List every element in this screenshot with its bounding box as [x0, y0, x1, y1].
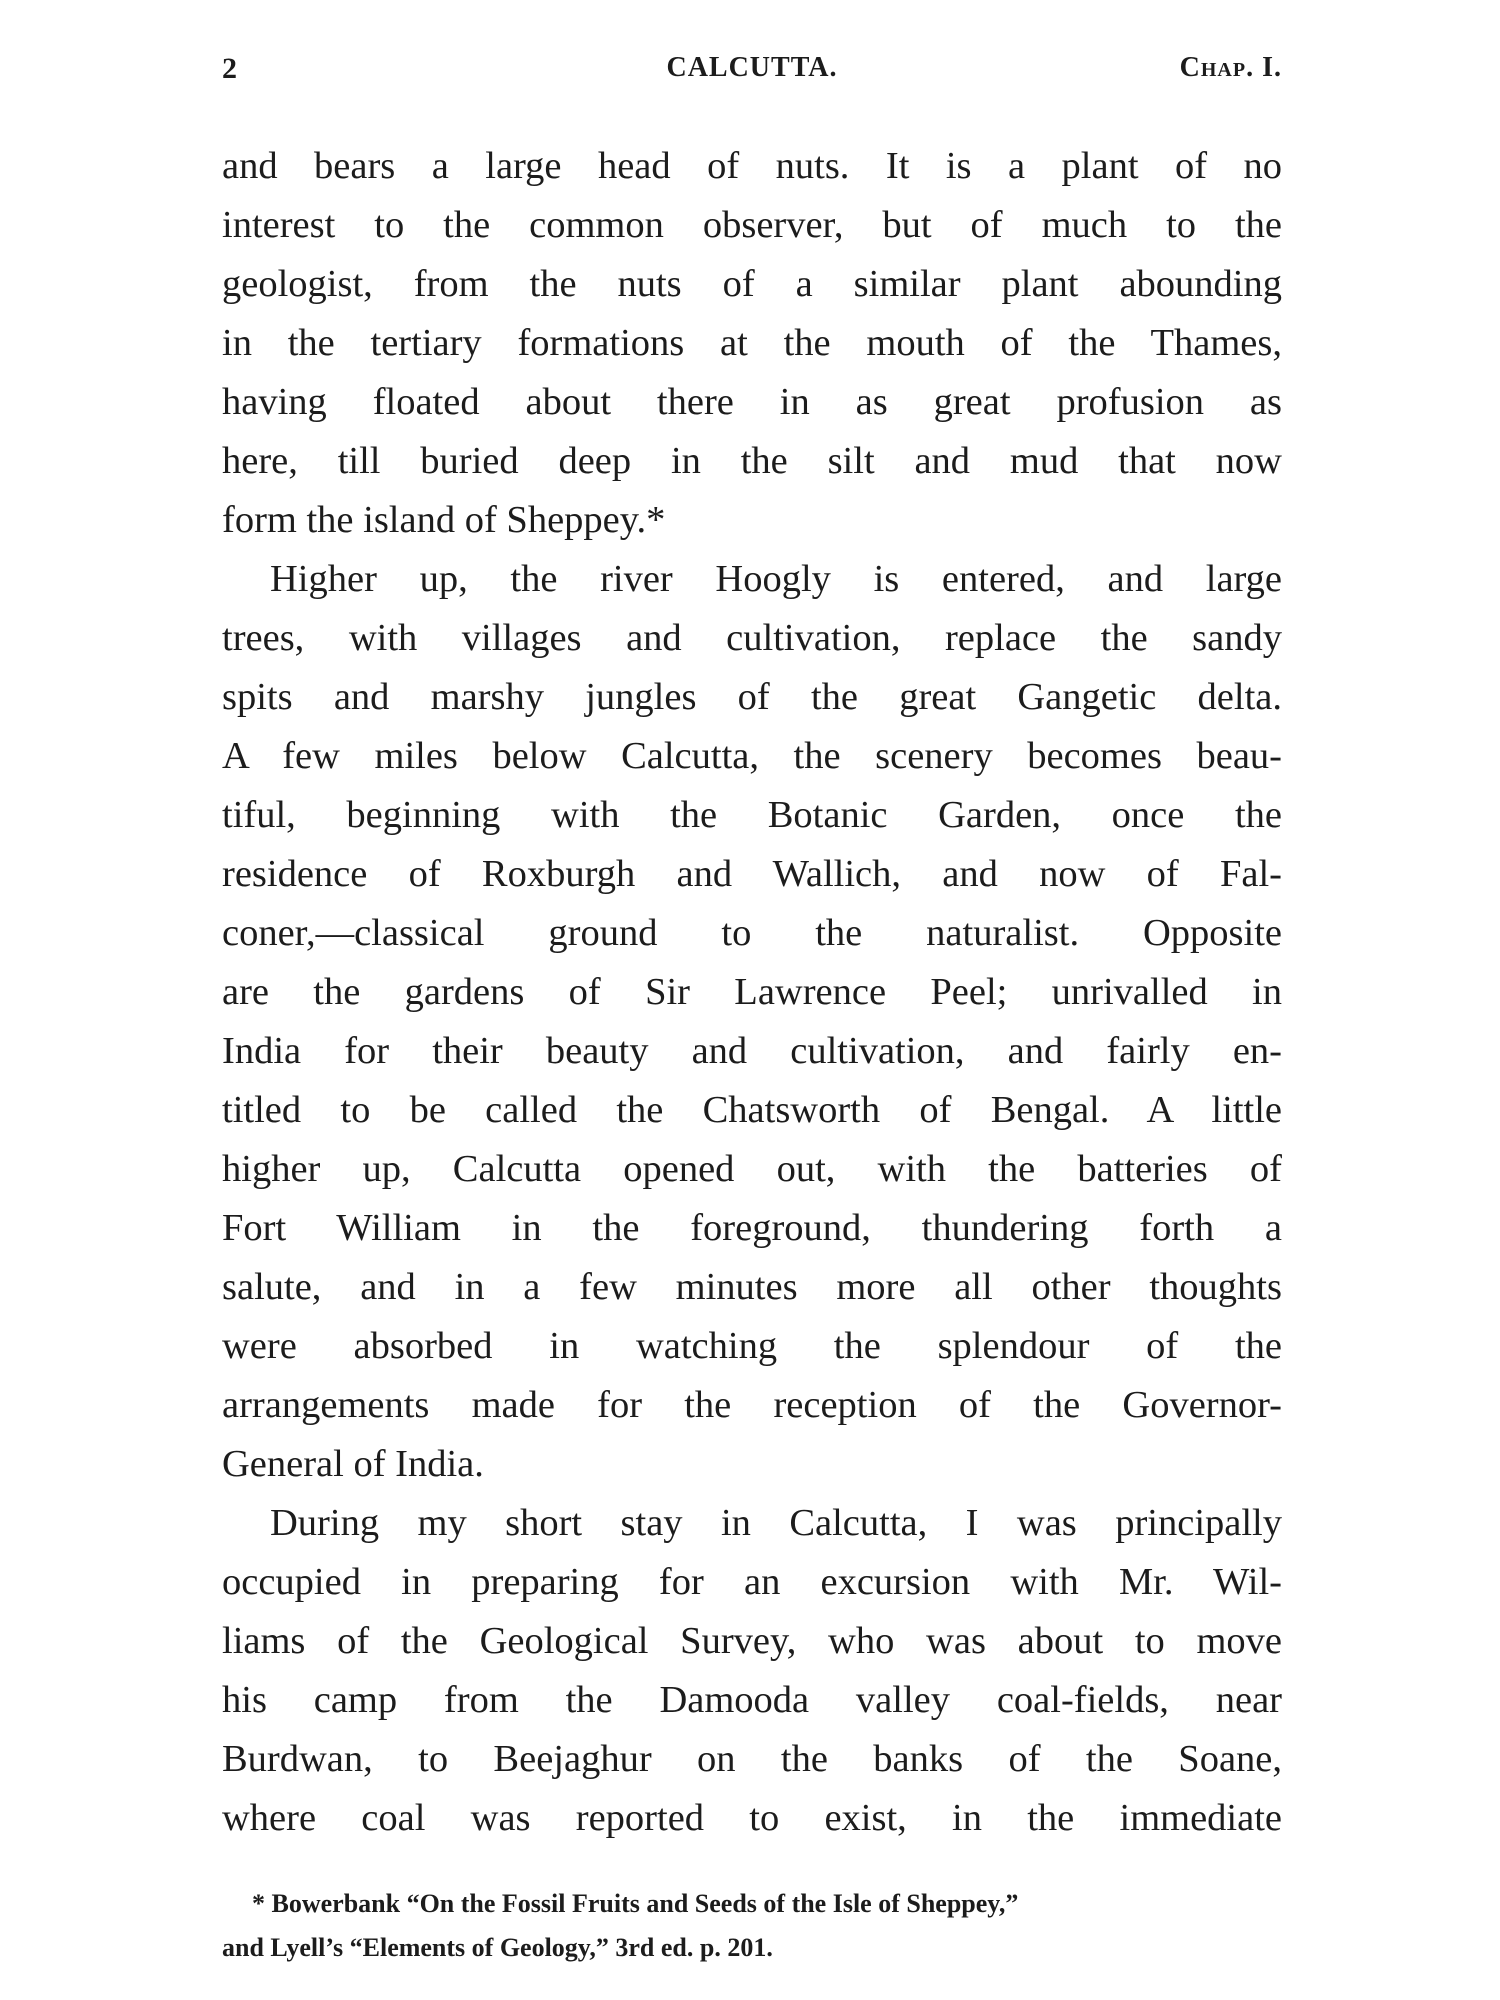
text-line: During my short stay in Calcutta, I was principally — [270, 1502, 1282, 1544]
text-line: A few miles below Calcutta, the scenery becomes beau- — [222, 735, 1282, 777]
text-line: are the gardens of Sir Lawrence Peel; unrivalled in — [222, 971, 1282, 1013]
text-line: India for their beauty and cultivation, and fairly en- — [222, 1030, 1282, 1072]
text-line: residence of Roxburgh and Wallich, and now of Fal- — [222, 853, 1282, 895]
text-line: interest to the common observer, but of much to the — [222, 204, 1282, 246]
running-title: CALCUTTA. — [666, 52, 838, 83]
text-line: trees, with villages and cultivation, replace the sandy — [222, 617, 1282, 659]
text-line: Fort William in the foreground, thundering forth a — [222, 1207, 1282, 1249]
paragraph-3 — [222, 1494, 1282, 1848]
text-line: spits and marshy jungles of the great Gangetic delta. — [222, 676, 1282, 718]
text-line: and bears a large head of nuts. It is a plant of no — [222, 145, 1282, 187]
text-line: Burdwan, to Beejaghur on the banks of the Soane, — [222, 1738, 1282, 1780]
text-line: arrangements made for the reception of the Governor- — [222, 1384, 1282, 1426]
text-line: titled to be called the Chatsworth of Bengal. A little — [222, 1089, 1282, 1131]
text-line: here, till buried deep in the silt and mud that now — [222, 440, 1282, 482]
paragraph-2 — [222, 550, 1282, 1494]
text-line: form the island of Sheppey.* — [222, 499, 666, 541]
footnote-line: and Lyell’s “Elements of Geology,” 3rd ed. p. 201. — [222, 1933, 773, 1962]
body-text — [222, 137, 1282, 1848]
text-line: having floated about there in as great profusion as — [222, 381, 1282, 423]
text-line: higher up, Calcutta opened out, with the batteries of — [222, 1148, 1282, 1190]
text-line: tiful, beginning with the Botanic Garden, once the — [222, 794, 1282, 836]
text-line: liams of the Geological Survey, who was about to move — [222, 1620, 1282, 1662]
text-line: coner,—classical ground to the naturalist. Opposite — [222, 912, 1282, 954]
paragraph-1 — [222, 137, 1282, 550]
footnote-line: * Bowerbank “On the Fossil Fruits and Seeds of the Isle of Sheppey,” — [252, 1889, 1019, 1918]
text-line: in the tertiary formations at the mouth of the Thames, — [222, 322, 1282, 364]
footnote — [222, 1882, 1282, 1970]
text-line: where coal was reported to exist, in the immediate — [222, 1797, 1282, 1839]
text-line: occupied in preparing for an excursion with Mr. Wil- — [222, 1561, 1282, 1603]
text-line: his camp from the Damooda valley coal-fields, near — [222, 1679, 1282, 1721]
running-header — [222, 52, 1282, 92]
chapter-label: Chap. I. — [1179, 52, 1282, 83]
text-line: were absorbed in watching the splendour of the — [222, 1325, 1282, 1367]
text-line: salute, and in a few minutes more all other thoughts — [222, 1266, 1282, 1308]
page-number: 2 — [222, 52, 237, 85]
text-line: General of India. — [222, 1443, 484, 1485]
text-line: geologist, from the nuts of a similar plant abounding — [222, 263, 1282, 305]
text-line: Higher up, the river Hoogly is entered, and large — [270, 558, 1282, 600]
